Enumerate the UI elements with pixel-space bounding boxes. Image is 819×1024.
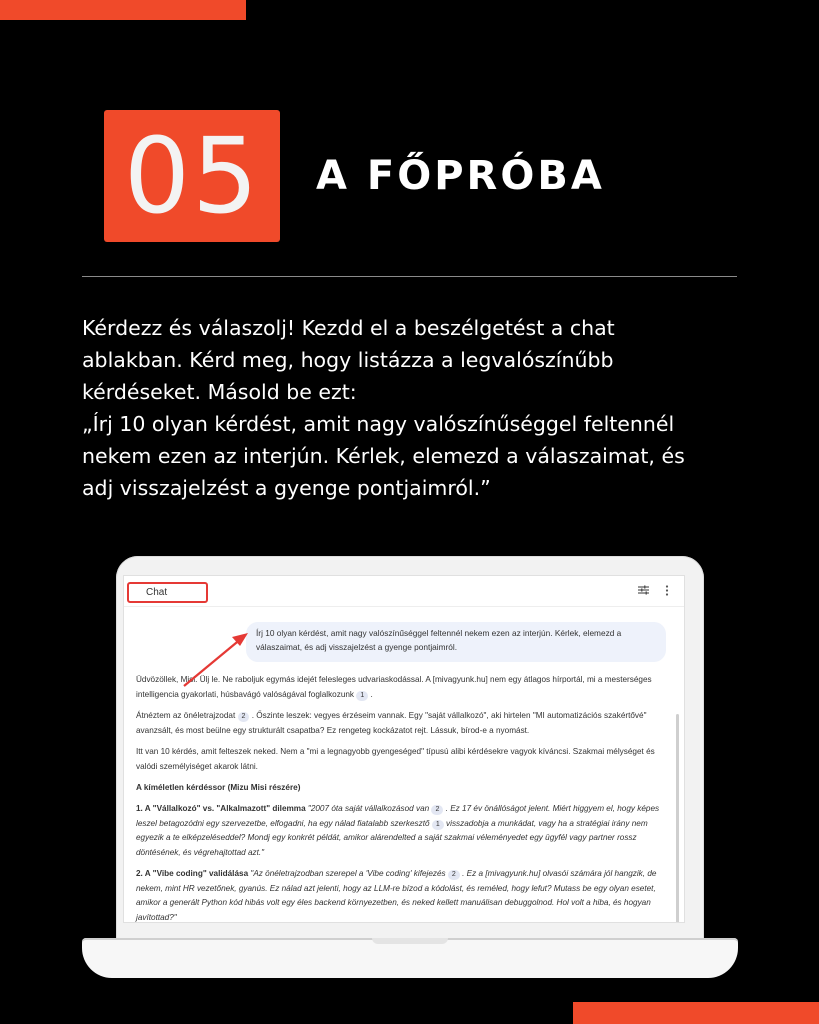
instruction-line: ablakban. Kérd meg, hogy listázza a legvalószínűbb — [82, 348, 614, 372]
instruction-line: Kérdezz és válaszolj! Kezdd el a beszélgetést a chat — [82, 316, 615, 340]
instruction-line: kérdéseket. Másold be ezt: — [82, 380, 357, 404]
question-text: . Ez a [mivagyunk.hu] olvasói számára jól hangzik, de nekem, mint HR vezetőnek, gyanús. Ez nálad azt jelenti, hogy az LLM-re bízod a kódolást, és reméled, hogy lefut? Mutass be egy olyan esetet, amikor a generált Python kód hibás volt egy éles backend környezetben, és neked kellett manuálisan debuggolnod. Hol volt a hiba, és hogyan javítottad?" — [136, 869, 657, 922]
question-text: . Ez 17 év önállóságot jelent. Miért higgyem el, hogy képes leszel betagozódni egy szervezetbe, elfogadni, ha egy nálad fiatalabb szerkesztő — [136, 804, 660, 828]
chat-screen — [123, 575, 685, 923]
citation-chip[interactable]: 2 — [448, 870, 460, 880]
step-number-badge — [104, 110, 280, 242]
response-paragraph: Üdvözöllek, Misi. Ülj le. Ne raboljuk egymás idejét felesleges udvariaskodással. A [mivagyunk.hu] nem egy átlagos hírportál, mi a mesterséges intelligencia gyakorlati, húsbavágó valóságával foglalkozunk 1 . — [136, 675, 652, 699]
question-text: "2007 óta saját vállalkozásod van — [307, 804, 430, 813]
citation-chip[interactable]: 2 — [238, 712, 250, 722]
citation-chip[interactable]: 1 — [432, 820, 444, 830]
annotation-arrow-icon — [124, 576, 684, 922]
response-text: Átnéztem az önéletrajzodat — [136, 711, 236, 720]
user-prompt-line: Írj 10 olyan kérdést, amit nagy valószínűséggel feltennél nekem ezen az interjún. Kérlek, elemezd a — [256, 628, 622, 638]
section-title: A kíméletlen kérdéssor (Mizu Misi részére) — [136, 783, 301, 792]
citation-chip[interactable]: 2 — [431, 805, 443, 815]
response-text: Itt van 10 kérdés, amit felteszek neked. Nem a "mi a legnagyobb gyengeséged" típusú alibi kérdésekre vagyok kíváncsi. Szakmai mélységet és valódi személyiséget akarok látni. — [136, 747, 655, 771]
question-text: visszadobja a munkádat, vagy ha a stratégiai irány nem egyezik a te elképzeléseddel? Mondj egy konkrét példát, amikor alárendelted a saját szakmai véleményedet egy ügyfél vagy partner rossz döntésének, és végrehajtottad azt." — [136, 818, 648, 857]
instruction-line: adj visszajelzést a gyenge pontjaimról.” — [82, 476, 491, 500]
instruction-line: „Írj 10 olyan kérdést, amit nagy valószínűséggel feltennél — [82, 412, 675, 436]
laptop-notch — [372, 938, 448, 944]
instructions — [82, 312, 742, 504]
citation-chip[interactable]: 1 — [356, 691, 368, 701]
step-number: 05 — [123, 115, 261, 237]
response-text: . Őszinte leszek: vegyes érzéseim vannak. Egy "saját vállalkozó", aki hirtelen "MI automatizációs szakértővé" avanzsált, és most beülne egy strukturált csapatba? Ez rengeteg kockázatot rejt. Lássuk, bírod-e a nyomást. — [136, 711, 647, 735]
response-text: Üdvözöllek, Misi. Ülj le. Ne raboljuk egymás idejét felesleges udvariaskodással. A [mivagyunk.hu] nem egy átlagos hírportál, mi a mesterséges intelligencia gyakorlati, húsbavágó valóságával foglalkozunk — [136, 675, 652, 699]
question-title: 2. A "Vibe coding" validálása — [136, 869, 249, 878]
question-text: "Az önéletrajzodban szerepel a 'Vibe coding' kifejezés — [250, 869, 446, 878]
divider — [82, 276, 737, 277]
question-title: 1. A "Vállalkozó" vs. "Alkalmazott" dilemma — [136, 804, 306, 813]
chat-tab[interactable]: Chat — [127, 582, 208, 603]
laptop-base — [82, 938, 738, 978]
instruction-line: nekem ezen az interjún. Kérlek, elemezd a válaszaimat, és — [82, 444, 685, 468]
top-accent-bar — [0, 0, 246, 20]
user-prompt-line: válaszaimat, és adj visszajelzést a gyenge pontjaimról. — [256, 642, 458, 652]
section-heading: A FŐPRÓBA — [316, 153, 605, 199]
bottom-accent-bar — [573, 1002, 819, 1024]
